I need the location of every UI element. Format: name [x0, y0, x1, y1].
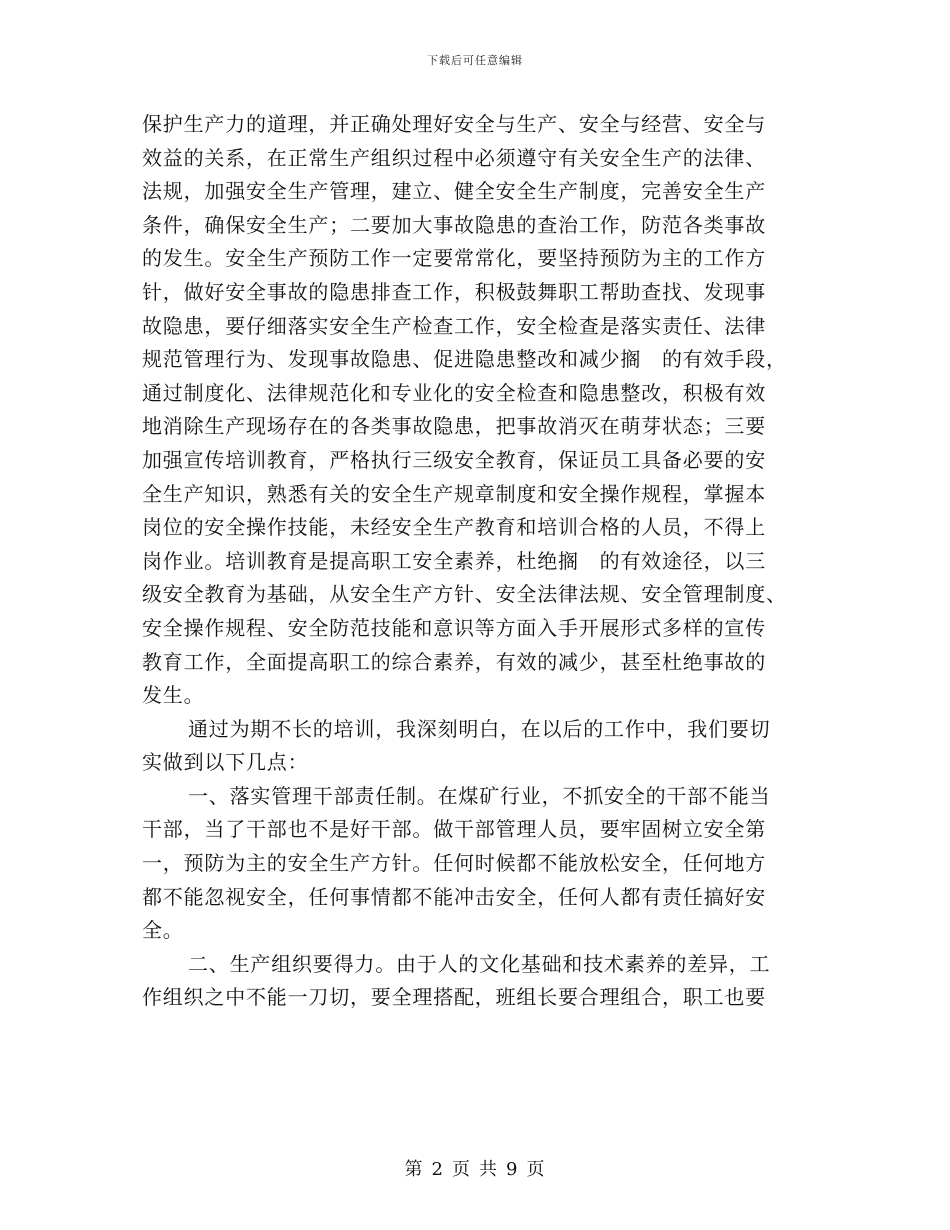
page-label: 第 — [404, 1159, 424, 1180]
text-line: 岗位的安全操作技能，未经安全生产教育和培训合格的人员，不得上 — [142, 515, 766, 540]
page-header: 下载后可任意编辑 — [427, 54, 523, 67]
text-line: 一、落实管理干部责任制。在煤矿行业，不抓安全的干部不能当 — [188, 783, 771, 808]
text-line: 地消除生产现场存在的各类事故隐患，把事故消灭在萌芽状态；三要 — [142, 414, 766, 439]
text-line: 法规，加强安全生产管理，建立、健全安全生产制度，完善安全生产 — [142, 179, 766, 204]
page-footer — [0, 1155, 950, 1181]
text-line: 一，预防为主的安全生产方针。任何时候都不能放松安全，任何地方 — [142, 851, 766, 876]
page-unit: 页 — [452, 1159, 471, 1180]
text-line: 干部，当了干部也不是好干部。做干部管理人员，要牢固树立安全第 — [142, 817, 766, 842]
text-line: 通过为期不长的培训，我深刻明白，在以后的工作中，我们要切 — [188, 716, 771, 741]
text-line: 全生产知识，熟悉有关的安全生产规章制度和安全操作规程，掌握本 — [142, 481, 766, 506]
text-line: 教育工作，全面提高职工的综合素养，有效的减少，甚至杜绝事故的 — [142, 649, 766, 674]
text-line: 全。 — [142, 918, 184, 943]
text-line: 通过制度化、法律规范化和专业化的安全检查和隐患整改，积极有效 — [142, 380, 766, 405]
text-line: 发生。 — [142, 683, 205, 708]
text-line: 条件，确保安全生产；二要加大事故隐患的查治工作，防范各类事故 — [142, 212, 766, 237]
text-line: 二、生产组织要得力。由于人的文化基础和技术素养的差异，工 — [188, 951, 771, 976]
text-line: 针，做好安全事故的隐患排查工作，积极鼓舞职工帮助查找、发现事 — [142, 279, 766, 304]
text-line: 故隐患，要仔细落实安全生产检查工作，安全检查是落实责任、法律 — [142, 313, 766, 338]
document-body — [142, 108, 806, 1015]
text-line: 实做到以下几点： — [142, 750, 309, 775]
text-line: 级安全教育为基础，从安全生产方针、安全法律法规、安全管理制度、 — [142, 582, 787, 607]
text-line: 岗作业。培训教育是提高职工安全素养，杜绝搁 的有效途径，以三 — [142, 548, 766, 573]
text-line: 规范管理行为、发现事故隐患、促进隐患整改和减少搁 的有效手段， — [142, 347, 787, 372]
text-line: 作组织之中不能一刀切，要全理搭配，班组长要合理组合，职工也要 — [142, 985, 766, 1010]
text-line: 效益的关系，在正常生产组织过程中必须遵守有关安全生产的法律、 — [142, 145, 766, 170]
text-line: 都不能忽视安全，任何事情都不能冲击安全，任何人都有责任搞好安 — [142, 884, 766, 909]
text-line: 保护生产力的道理，并正确处理好安全与生产、安全与经营、安全与 — [142, 112, 766, 136]
total-unit: 页 — [526, 1159, 546, 1180]
text-line: 加强宣传培训教育，严格执行三级安全教育，保证员工具备必要的安 — [142, 447, 766, 472]
current-page-number: 2 — [431, 1159, 444, 1180]
total-pages-number: 9 — [506, 1159, 519, 1180]
text-line: 的发生。安全生产预防工作一定要常常化，要坚持预防为主的工作方 — [142, 246, 766, 271]
text-line: 安全操作规程、安全防范技能和意识等方面入手开展形式多样的宣传 — [142, 615, 766, 640]
total-label: 共 — [479, 1159, 498, 1180]
